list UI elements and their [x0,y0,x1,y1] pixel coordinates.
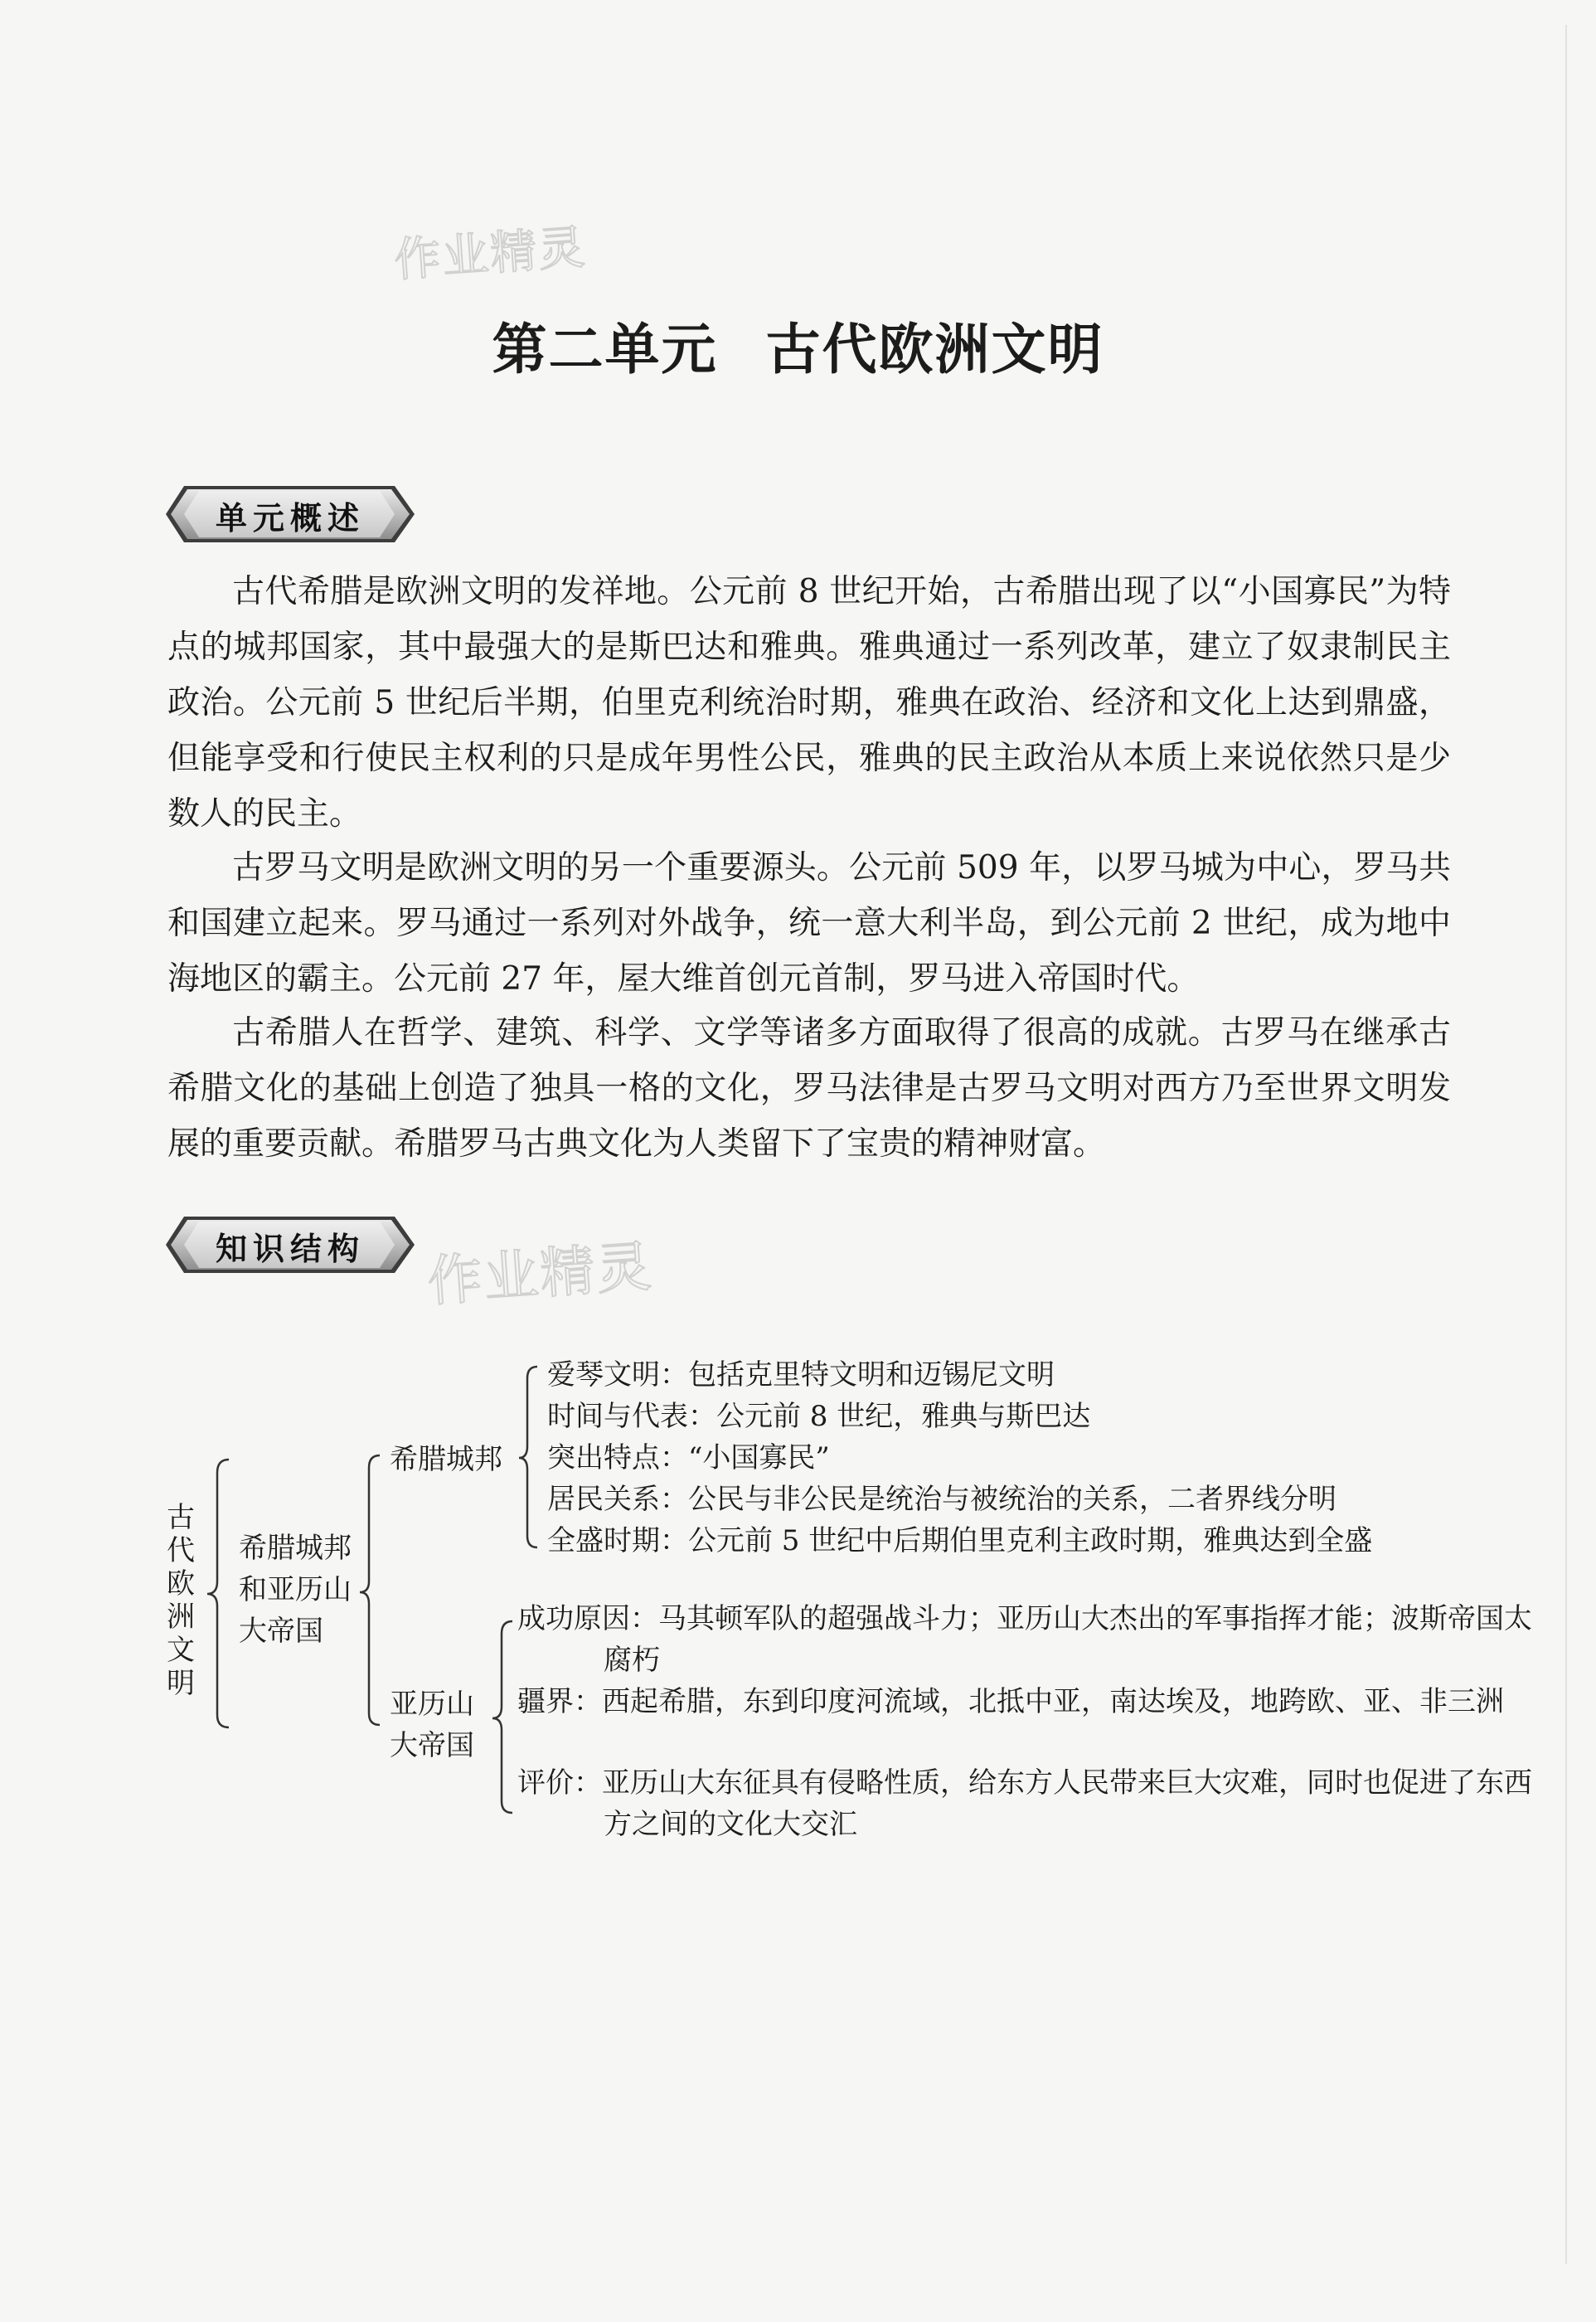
watermark: 作业精灵 [425,1234,655,1314]
tree-node-alexander-empire: 亚历山大帝国 [390,1688,474,1762]
paragraph-greece: 古代希腊是欧洲文明的发祥地。公元前 8 世纪开始，古希腊出现了以“小国寡民”为特点的城邦国家，其中最强大的是斯巴达和雅典。雅典通过一系列改革，建立了奴隶制民主政治。公元前 5 世纪后半期，伯里克利统治时期，雅典在政治、经济和文化上达到鼎盛，但能享受和行使民主权利的只是成年男性公民，雅典的民主政治从本质上来说依然只是少数人的民主。 [167,573,1451,833]
tree-leaf: 成功原因：马其顿军队的超强战斗力；亚历山大杰出的军事指挥才能；波斯帝国太腐朽 [517,1602,1532,1677]
tree-node-greek-city-states: 希腊城邦 [390,1443,502,1476]
tree-root: 古代欧洲文明 [167,1501,195,1700]
watermark: 作业精灵 [392,220,589,289]
tree-level1: 希腊城邦和亚历山大帝国 [239,1532,352,1648]
tree-leaf: 爱琴文明：包括克里特文明和迈锡尼文明 [547,1358,1055,1392]
tree-leaf: 全盛时期：公元前 5 世纪中后期伯里克利主政时期，雅典达到全盛 [547,1524,1373,1557]
tree-leaf: 居民关系：公民与非公民是统治与被统治的关系，二者界线分明 [547,1483,1336,1516]
unit-number: 第二单元 [492,317,718,381]
unit-name: 古代欧洲文明 [765,317,1104,381]
tree-leaf: 评价：亚历山大东征具有侵略性质，给东方人民带来巨大灾难，同时也促进了东西方之间的文化大交汇 [517,1766,1532,1841]
section-title: 单元概述 [215,500,365,537]
paragraph-culture: 古希腊人在哲学、建筑、科学、文学等诸多方面取得了很高的成就。古罗马在继承古希腊文化的基础上创造了独具一格的文化，罗马法律是古罗马文明对西方乃至世界文明发展的重要贡献。希腊罗马古典文化为人类留下了宝贵的精神财富。 [167,1014,1451,1163]
tree-leaf: 突出特点：“小国寡民” [547,1441,830,1474]
paragraph-rome: 古罗马文明是欧洲文明的另一个重要源头。公元前 509 年，以罗马城为中心，罗马共和国建立起来。罗马通过一系列对外战争，统一意大利半岛，到公元前 2 世纪，成为地中海地区的霸主。公元前 27 年，屋大维首创元首制，罗马进入帝国时代。 [167,849,1451,998]
tree-leaf: 时间与代表：公元前 8 世纪，雅典与斯巴达 [547,1400,1091,1433]
section-title: 知识结构 [215,1231,365,1267]
tree-leaf: 疆界：西起希腊，东到印度河流域，北抵中亚，南达埃及，地跨欧、亚、非三洲 [517,1685,1504,1718]
